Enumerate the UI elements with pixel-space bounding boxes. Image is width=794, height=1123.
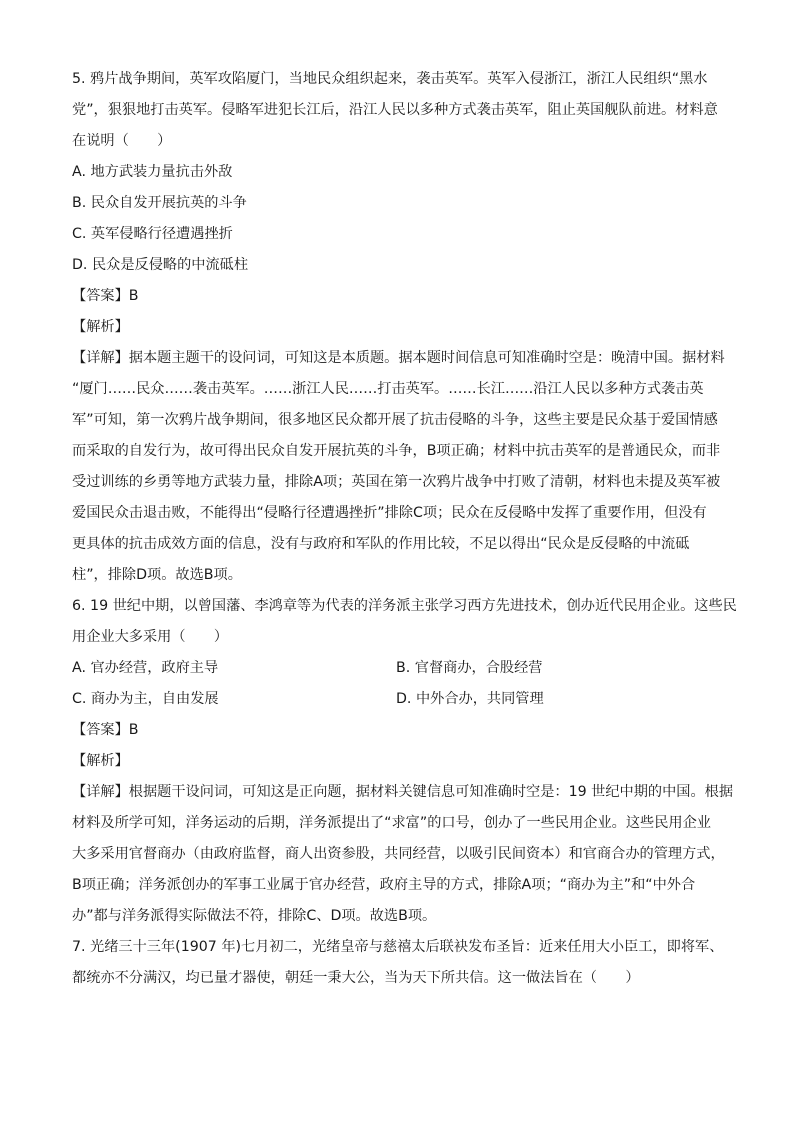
question-5-detail-line-8: 柱”，排除D项。故选B项。	[72, 567, 242, 583]
question-6-option-b: B. 官督商办，合股经营	[396, 660, 543, 676]
question-6-options-row-1	[72, 653, 726, 684]
question-5-stem-line-3: 在说明（ ）	[72, 133, 172, 149]
question-6-detail-line-5: 办”都与洋务派得实际做法不符，排除C、D项。故选B项。	[72, 908, 437, 924]
question-6-stem-line-1: 6. 19 世纪中期，以曾国藩、李鸿章等为代表的洋务派主张学习西方先进技术，创办近代民用企业。这些民	[72, 598, 737, 614]
question-5-analysis-label: 【解析】	[72, 319, 129, 335]
question-6-options-row-2	[72, 684, 726, 715]
question-6-option-c: C. 商办为主，自由发展	[72, 691, 219, 707]
question-5-option-d: D. 民众是反侵略的中流砥柱	[72, 257, 249, 273]
question-6-analysis-label: 【解析】	[72, 753, 129, 769]
question-5-detail-line-4: 而采取的自发行为，故可得出民众自发开展抗英的斗争，B项正确；材料中抗击英军的是普通民众，而非	[72, 443, 721, 459]
question-7	[72, 932, 726, 994]
question-6-option-a: A. 官办经营，政府主导	[72, 660, 219, 676]
question-6-option-d: D. 中外合办，共同管理	[396, 691, 544, 707]
question-6-detail-line-3: 大多采用官督商办（由政府监督，商人出资参股，共同经营，以吸引民间资本）和官商合办的管理方式，	[72, 846, 725, 862]
question-7-stem-line-1: 7. 光绪三十三年(1907 年)七月初二，光绪皇帝与慈禧太后联袂发布圣旨：近来任用大小臣工，即将军、	[72, 939, 724, 955]
question-6-detail-line-2: 材料及所学可知，洋务运动的后期，洋务派提出了“求富”的口号，创办了一些民用企业。这些民用企业	[72, 815, 711, 831]
question-5-answer: 【答案】B	[72, 288, 139, 304]
question-5-option-a: A. 地方武装力量抗击外敌	[72, 164, 233, 180]
question-5-detail-line-5: 受过训练的乡勇等地方武装力量，排除A项；英国在第一次鸦片战争中打败了清朝，材料也未提及英军被	[72, 474, 721, 490]
question-5-option-c: C. 英军侵略行径遭遇挫折	[72, 226, 233, 242]
question-5-stem-line-1: 5. 鸦片战争期间，英军攻陷厦门，当地民众组织起来，袭击英军。英军入侵浙江，浙江人民组织“黑水	[72, 71, 708, 87]
question-5-detail-line-7: 更具体的抗击成效方面的信息，没有与政府和军队的作用比较，不足以得出“民众是反侵略的中流砥	[72, 536, 690, 552]
question-5-detail-line-3: 军”可知，第一次鸦片战争期间，很多地区民众都开展了抗击侵略的斗争，这些主要是民众基于爱国情感	[72, 412, 718, 428]
question-5-detail-line-2: “厦门……民众……袭击英军。……浙江人民……打击英军。……长江……沿江人民以多种方式袭击英	[72, 381, 704, 397]
question-5-option-b: B. 民众自发开展抗英的斗争	[72, 195, 247, 211]
question-5-detail-line-1: 【详解】据本题主题干的设问词，可知这是本质题。据本题时间信息可知准确时空是：晚清中国。据材料	[72, 350, 725, 366]
question-5-detail-line-6: 爱国民众击退击败，不能得出“侵略行径遭遇挫折”排除C项；民众在反侵略中发挥了重要作用，但没有	[72, 505, 707, 521]
question-6-answer: 【答案】B	[72, 722, 139, 738]
question-7-stem-line-2: 都统亦不分满汉，均已量才器使，朝廷一秉大公，当为天下所共信。这一做法旨在（ ）	[72, 970, 640, 986]
exam-page	[72, 64, 737, 994]
question-6-stem-line-2: 用企业大多采用（ ）	[72, 629, 229, 645]
question-5	[72, 64, 726, 591]
question-6-detail-line-4: B项正确；洋务派创办的军事工业属于官办经营，政府主导的方式，排除A项；“商办为主”和“中外合	[72, 877, 696, 893]
question-6-detail-line-1: 【详解】根据题干设问词，可知这是正向题，据材料关键信息可知准确时空是：19 世纪中期的中国。根据	[72, 784, 734, 800]
question-6	[72, 591, 737, 932]
question-5-stem-line-2: 党”，狠狠地打击英军。侵略军进犯长江后，沿江人民以多种方式袭击英军，阻止英国舰队前进。材料意	[72, 102, 718, 118]
